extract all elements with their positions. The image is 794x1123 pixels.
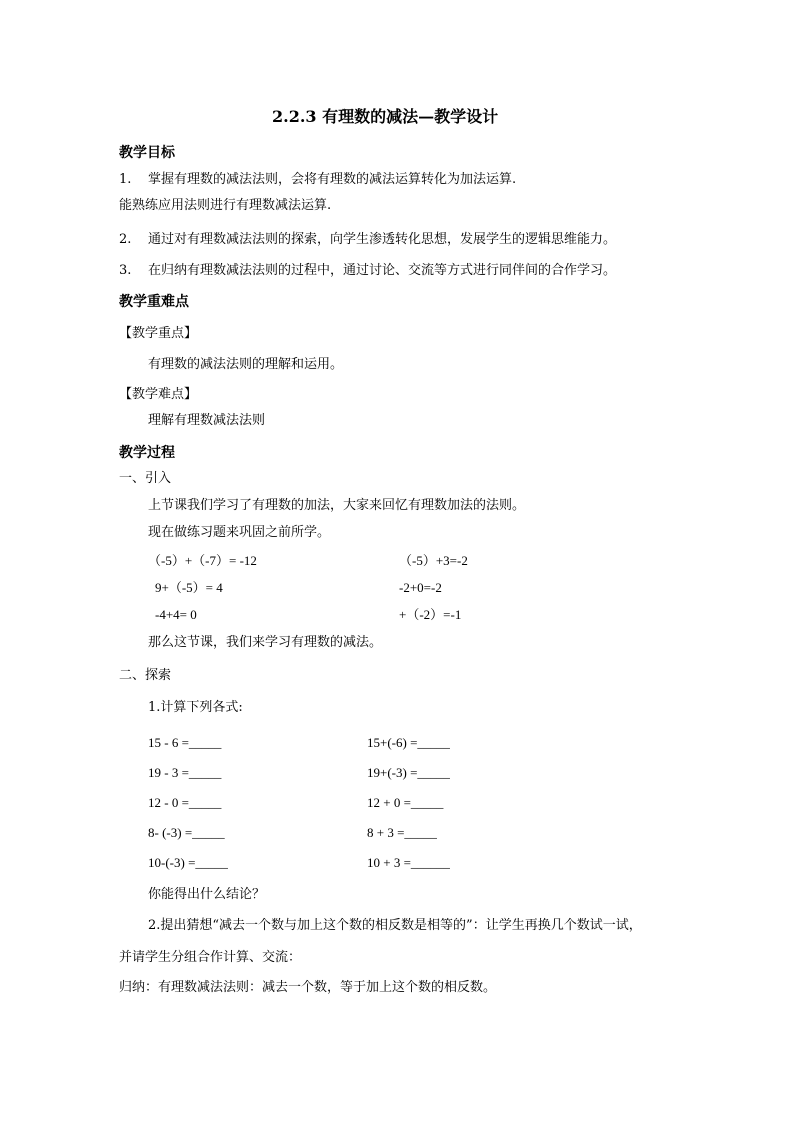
focus-text: 有理数的减法法则的理解和运用。 [148,357,344,372]
objective-2-text: 通过对有理数减法法则的探索，向学生渗透转化思想，发展学生的逻辑思维能力。 [148,232,617,247]
calc-left-2: 19 - 3 =_____ [148,765,222,780]
objective-3-text: 在归纳有理数减法法则的过程中，通过讨论、交流等方式进行同伴间的合作学习。 [148,263,617,278]
explore-heading: 二、探索 [119,668,172,683]
intro-paragraph-1: 上节课我们学习了有理数的加法，大家来回忆有理数加法的法则。 [148,498,526,513]
intro-paragraph-2: 现在做练习题来巩固之前所学。 [148,525,331,540]
intro-heading: 一、引入 [119,471,172,486]
calc-right-5: 10 + 3 =______ [367,855,450,870]
calc-left-1: 15 - 6 =_____ [148,735,222,750]
exercise-left-3: -4+4= 0 [155,607,197,622]
difficulty-label: 【教学难点】 [119,387,198,402]
keypoints-heading: 教学重难点 [119,294,189,310]
exercise-left-2: 9+（-5）= 4 [155,580,223,595]
objective-1-continuation: 能熟练应用法则进行有理数减法运算. [119,198,332,213]
hypothesis-line-2: 并请学生分组合作计算、交流： [119,950,302,965]
objectives-heading: 教学目标 [119,145,175,161]
calc-right-4: 8 + 3 =_____ [367,825,437,840]
conclusion-question: 你能得出什么结论？ [148,887,266,902]
difficulty-text: 理解有理数减法法则 [148,413,266,428]
explore-question-1: 1.计算下列各式: [148,700,243,715]
calc-right-3: 12 + 0 =_____ [367,795,444,810]
process-heading: 教学过程 [119,445,175,461]
calc-right-2: 19+(-3) =_____ [367,765,450,780]
exercise-right-1: （-5）+3=-2 [399,553,468,568]
page-title: 2.2.3 有理数的减法—教学设计 [272,107,499,126]
summary-rule: 归纳：有理数减法法则：减去一个数，等于加上这个数的相反数。 [119,980,497,995]
objective-3-number: 3. [119,263,132,278]
objective-2-number: 2. [119,232,132,247]
calc-right-1: 15+(-6) =_____ [367,735,450,750]
calc-left-3: 12 - 0 =_____ [148,795,222,810]
exercise-right-2: -2+0=-2 [399,580,442,595]
calc-left-4: 8- (-3) =_____ [148,825,225,840]
intro-paragraph-3: 那么这节课，我们来学习有理数的减法。 [148,635,383,650]
exercise-left-1: （-5）+（-7）= -12 [148,553,257,568]
hypothesis-line-1: 2.提出猜想“减去一个数与加上这个数的相反数是相等的”：让学生再换几个数试一试， [148,918,642,933]
objective-1-number: 1. [119,172,132,187]
calc-left-5: 10-(-3) =_____ [148,855,228,870]
exercise-right-3: +（-2）=-1 [399,607,462,622]
focus-label: 【教学重点】 [119,326,198,341]
objective-1-text: 掌握有理数的减法法则，会将有理数的减法运算转化为加法运算. [148,172,517,187]
